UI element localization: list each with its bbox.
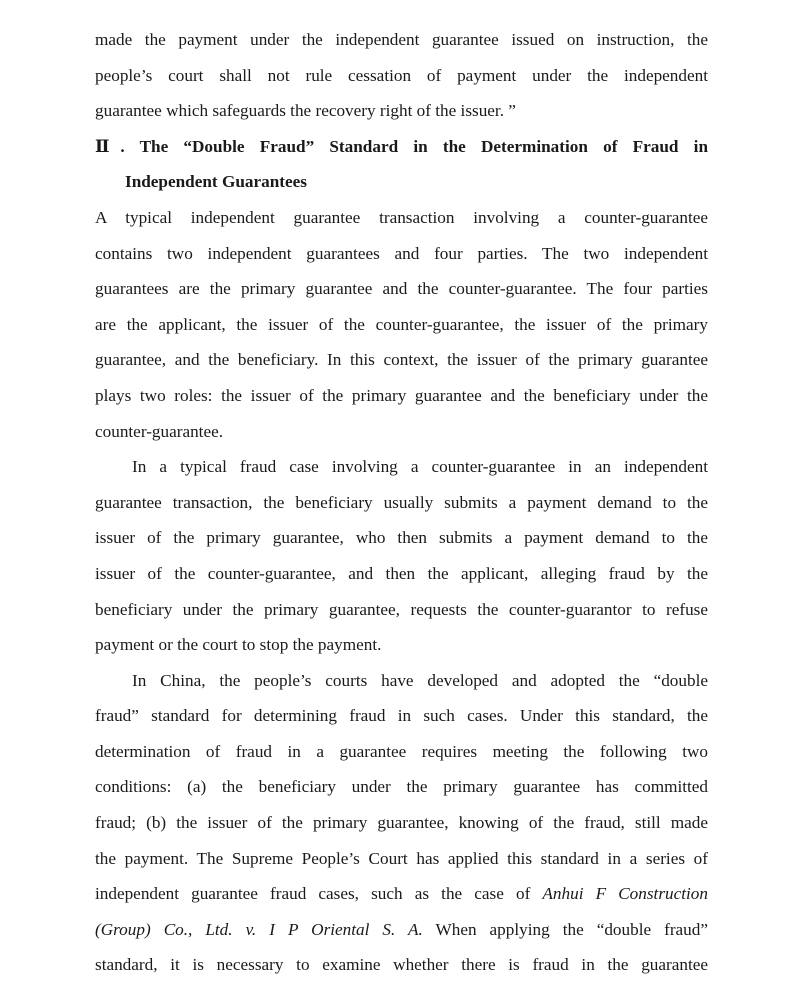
text-line: issuer of the primary guarantee, who then submits a payment demand to the (95, 528, 708, 548)
text-line: counter-guarantee. (95, 421, 224, 441)
text-line: are the applicant, the issuer of the counter-guarantee, the issuer of the primary (95, 314, 708, 334)
text-line: beneficiary under the primary guarantee, requests the counter-guarantor to refuse (95, 599, 708, 619)
text-line: the payment. The Supreme People’s Court has applied this standard in a series of (95, 848, 708, 868)
text-line: conditions: (a) the beneficiary under the primary guarantee has committed (95, 777, 708, 797)
continuation-paragraph (95, 22, 708, 129)
text-line: made the payment under the independent guarantee issued on instruction, the (95, 30, 708, 49)
paragraph-typical-transaction (95, 200, 708, 449)
paragraph-fraud-case (95, 449, 708, 663)
text-line: plays two roles: the issuer of the primary guarantee and the beneficiary under the (95, 385, 708, 405)
text-line: In China, the people’s courts have developed and adopted the “double (132, 670, 708, 690)
case-name-continued: (Group) Co., Ltd. v. I P Oriental S. A. (95, 919, 423, 939)
text-span: When applying the “double fraud” (435, 919, 709, 939)
text-line: determination of fraud in a guarantee requires meeting the following two (95, 741, 708, 761)
text-line: fraud; (b) the issuer of the primary guarantee, knowing of the fraud, still made (95, 813, 708, 833)
paragraph-double-fraud (95, 663, 708, 983)
text-line: standard, it is necessary to examine whether there is fraud in the guarantee (95, 955, 708, 975)
heading-line: Independent Guarantees (125, 172, 307, 192)
case-name: Anhui F Construction (542, 884, 708, 904)
heading-line: Ⅱ. The “Double Fraud” Standard in the Determination of Fraud in (95, 136, 708, 156)
text-line: issuer of the counter-guarantee, and then the applicant, alleging fraud by the (95, 563, 708, 583)
text-line: guarantee which safeguards the recovery right of the issuer. ” (95, 101, 516, 121)
document-page (95, 22, 708, 983)
text-line: guarantee, and the beneficiary. In this context, the issuer of the primary guarantee (95, 350, 708, 370)
text-line: guarantees are the primary guarantee and the counter-guarantee. The four parties (95, 279, 708, 299)
text-line: people’s court shall not rule cessation of payment under the independent (95, 65, 708, 85)
section-heading (95, 129, 708, 200)
text-line: payment or the court to stop the payment. (95, 635, 382, 655)
text-line: In a typical fraud case involving a counter-guarantee in an independent (132, 457, 708, 477)
text-line: A typical independent guarantee transaction involving a counter-guarantee (95, 207, 708, 227)
text-span: independent guarantee fraud cases, such as the case of (95, 884, 531, 904)
text-line: guarantee transaction, the beneficiary usually submits a payment demand to the (95, 492, 708, 512)
text-line (95, 876, 708, 912)
text-line: contains two independent guarantees and four parties. The two independent (95, 243, 708, 263)
text-line (95, 912, 708, 948)
text-line: fraud” standard for determining fraud in such cases. Under this standard, the (95, 706, 708, 726)
